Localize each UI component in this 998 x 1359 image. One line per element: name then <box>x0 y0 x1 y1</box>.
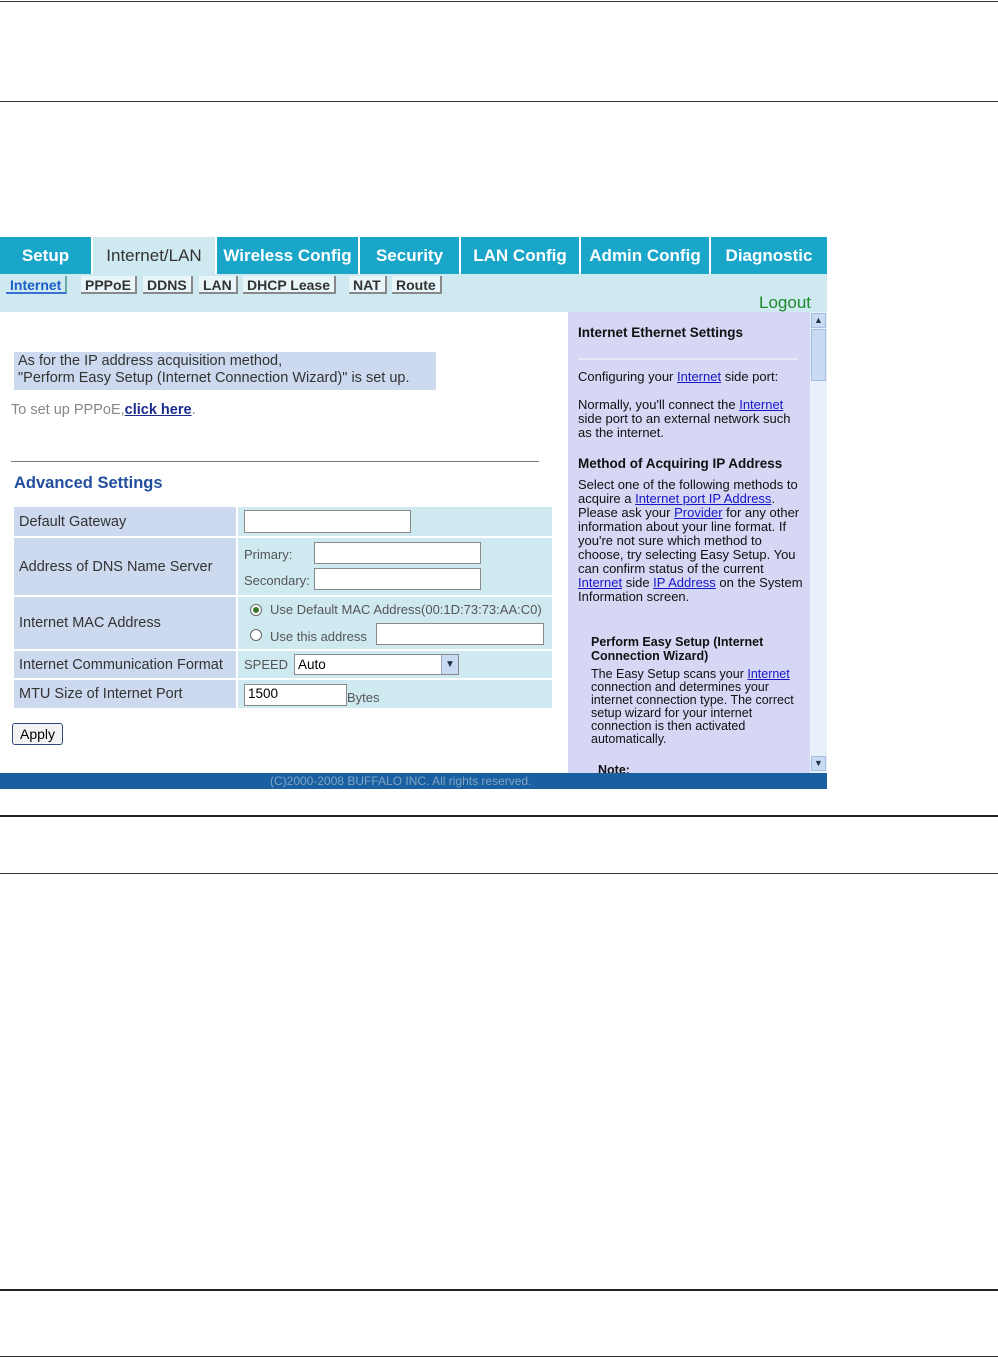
subtab-nat[interactable]: NAT <box>349 276 387 294</box>
tab-internet-lan[interactable]: Internet/LAN <box>93 237 217 274</box>
page-rule-top <box>0 1 998 2</box>
dns-primary-input[interactable] <box>314 542 481 564</box>
chevron-down-icon[interactable]: ▼ <box>811 756 826 771</box>
help-method-title: Method of Acquiring IP Address <box>578 456 783 471</box>
help-paragraph-port <box>578 370 803 384</box>
speed-select-value: Auto <box>298 657 326 672</box>
page-rule-2 <box>0 815 998 817</box>
help-p3-text-b: . Please ask your <box>578 491 776 520</box>
help-note-label: Note: <box>598 763 630 773</box>
section-divider <box>11 461 539 462</box>
pppoe-hint-prefix: To set up PPPoE, <box>11 402 125 418</box>
help-paragraph-normally <box>578 398 803 440</box>
help-p2-text-a: Normally, you'll connect the <box>578 397 740 412</box>
acquisition-method-notice <box>14 352 436 390</box>
subtab-ddns[interactable]: DDNS <box>143 276 193 294</box>
mac-custom-radio[interactable] <box>250 629 262 641</box>
help-title: Internet Ethernet Settings <box>578 325 744 340</box>
copyright-footer <box>0 773 827 789</box>
help-p3-text-a: Select one of the following methods to acquire a <box>578 477 798 506</box>
mac-address-cell <box>238 597 552 649</box>
default-gateway-label: Default Gateway <box>14 507 236 536</box>
table-row-default-gateway <box>14 507 552 536</box>
tab-wireless-config[interactable]: Wireless Config <box>217 237 360 274</box>
page-rule-4 <box>0 1289 998 1291</box>
table-row-mac-address <box>14 597 552 649</box>
pppoe-hint-suffix: . <box>191 402 196 418</box>
dns-secondary-input[interactable] <box>314 568 481 590</box>
notice-line-1: As for the IP address acquisition method, <box>18 353 283 369</box>
speed-select[interactable] <box>294 654 459 675</box>
sub-tab-bar <box>0 274 827 312</box>
communication-format-label: Internet Communication Format <box>14 651 236 678</box>
mtu-size-cell <box>238 680 552 708</box>
chevron-down-icon[interactable]: ▼ <box>441 655 458 674</box>
help-p4-text-b: connection and determines your internet connection type. The correct setup wizard for your internet connection is then activated automatically. <box>591 680 794 746</box>
apply-button[interactable]: Apply <box>12 723 63 745</box>
tab-admin-config[interactable]: Admin Config <box>581 237 711 274</box>
help-p3-text-e: on the System Information screen. <box>578 575 803 604</box>
main-tab-bar <box>0 237 827 274</box>
tab-setup[interactable]: Setup <box>0 237 93 274</box>
mac-default-label: Use Default MAC Address(00:1D:73:73:AA:C0) <box>270 602 542 617</box>
help-link-ip-address[interactable]: IP Address <box>653 575 716 590</box>
help-paragraph-method <box>578 478 803 604</box>
help-p3-text-c: for any other information about your line format. If you're not sure which method to choose, try selecting Easy Setup. You can confirm status of the current <box>578 505 800 576</box>
default-gateway-cell <box>238 507 552 536</box>
dns-secondary-label: Secondary: <box>244 573 310 588</box>
table-row-dns-server <box>14 538 552 595</box>
help-link-provider[interactable]: Provider <box>674 505 723 520</box>
help-p2-text-b: side port to an external network such as the internet. <box>578 411 791 440</box>
help-link-internet-1[interactable]: Internet <box>677 369 722 384</box>
help-link-internet-port-ip[interactable]: Internet port IP Address <box>635 491 772 506</box>
help-p1-text-a: Configuring your <box>578 369 677 384</box>
mtu-size-label: MTU Size of Internet Port <box>14 680 236 708</box>
mtu-unit-label: Bytes <box>347 690 380 705</box>
copyright-text: (C)2000-2008 BUFFALO INC. All rights reserved. <box>270 774 532 788</box>
advanced-settings-table <box>12 505 554 710</box>
subtab-dhcp-lease[interactable]: DHCP Lease <box>243 276 336 294</box>
notice-line-2: "Perform Easy Setup (Internet Connection Wizard)" is set up. <box>18 370 410 386</box>
table-row-mtu-size <box>14 680 552 708</box>
subtab-route[interactable]: Route <box>392 276 442 294</box>
table-row-communication-format <box>14 651 552 678</box>
help-link-internet-3[interactable]: Internet <box>578 575 623 590</box>
mac-custom-input[interactable] <box>376 623 544 645</box>
pppoe-click-here-link[interactable]: click here <box>124 402 192 418</box>
mac-custom-label: Use this address <box>270 629 367 644</box>
tab-diagnostic[interactable]: Diagnostic <box>725 246 813 265</box>
help-panel <box>568 312 810 773</box>
default-gateway-input[interactable] <box>244 510 411 533</box>
page-rule-bottom <box>0 1356 998 1357</box>
advanced-settings-title: Advanced Settings <box>14 474 163 492</box>
dns-server-cell <box>238 538 552 595</box>
subtab-lan[interactable]: LAN <box>199 276 238 294</box>
help-p3-text-d: side <box>622 575 654 590</box>
pppoe-hint <box>11 402 196 418</box>
help-easy-setup-title: Perform Easy Setup (Internet Connection Wizard) <box>591 635 764 663</box>
main-content <box>0 312 568 773</box>
help-link-internet-2[interactable]: Internet <box>739 397 784 412</box>
mac-default-radio[interactable] <box>250 604 262 616</box>
communication-format-cell <box>238 651 552 678</box>
help-p4-text-a: The Easy Setup scans your <box>591 667 748 681</box>
help-paragraph-easy-setup <box>591 668 799 746</box>
subtab-internet[interactable]: Internet <box>6 276 67 294</box>
page-rule-3 <box>0 873 998 874</box>
help-scrollbar[interactable] <box>810 312 827 773</box>
chevron-up-icon[interactable]: ▲ <box>811 313 826 328</box>
logout-link[interactable]: Logout <box>759 293 811 312</box>
scrollbar-thumb[interactable] <box>811 329 826 381</box>
page-rule-header-bottom <box>0 101 998 102</box>
tab-security[interactable]: Security <box>360 237 461 274</box>
help-p1-text-b: side port: <box>721 369 779 384</box>
subtab-pppoe[interactable]: PPPoE <box>81 276 137 294</box>
mac-address-label: Internet MAC Address <box>14 597 236 649</box>
speed-label: SPEED <box>244 657 289 672</box>
tab-lan-config[interactable]: LAN Config <box>461 237 581 274</box>
help-link-internet-4[interactable]: Internet <box>747 667 790 681</box>
router-config-window <box>0 237 827 789</box>
dns-primary-label: Primary: <box>244 547 293 562</box>
dns-server-label: Address of DNS Name Server <box>14 538 236 595</box>
mtu-size-input[interactable]: 1500 <box>244 684 347 706</box>
help-divider <box>578 358 798 360</box>
